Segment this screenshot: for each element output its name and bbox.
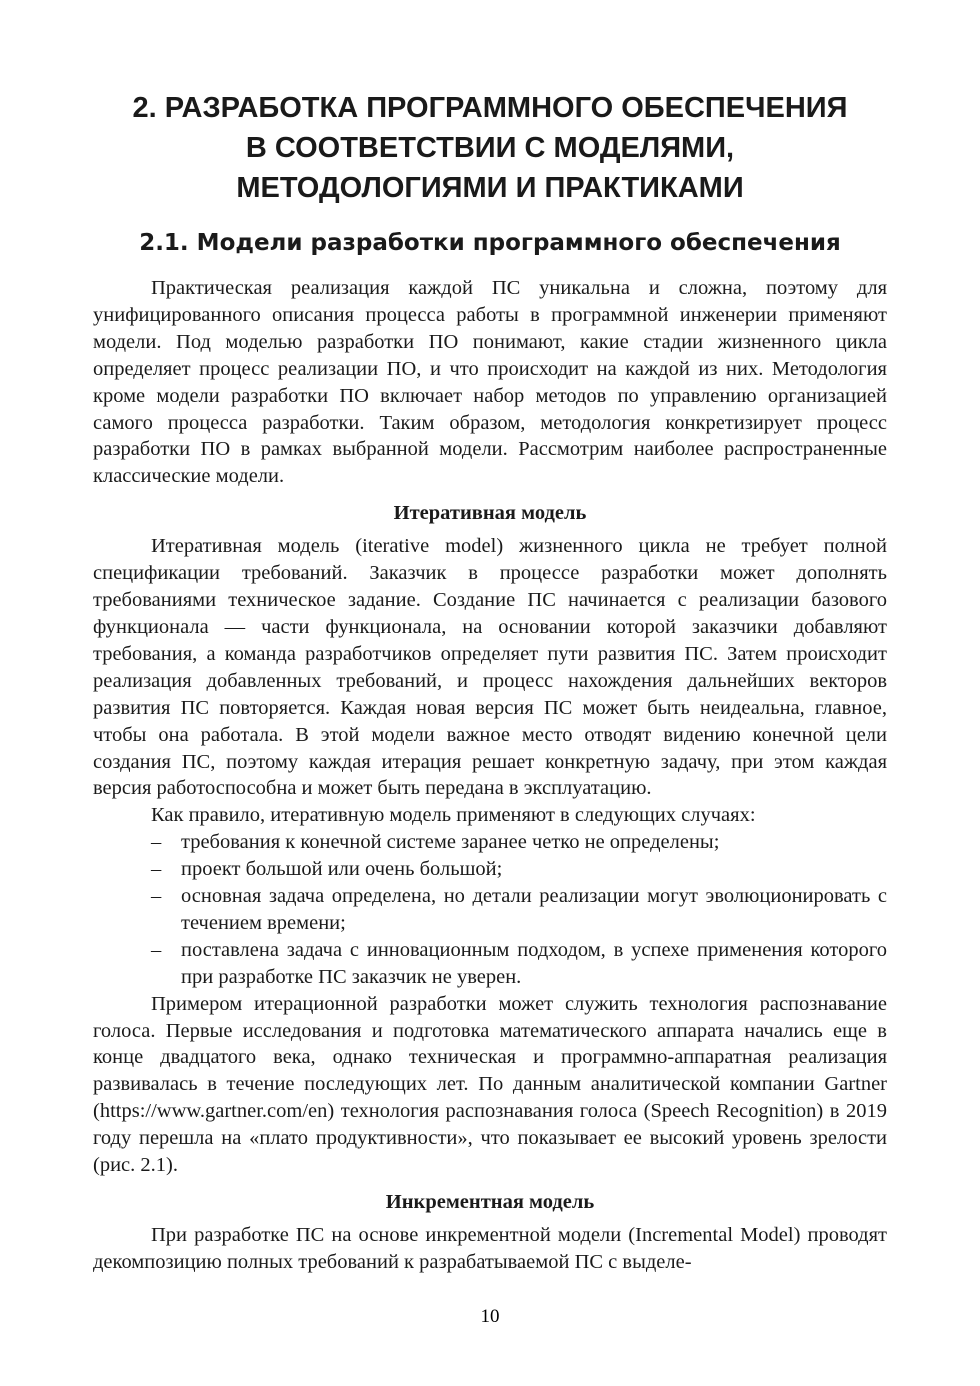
chapter-title-line-3: МЕТОДОЛОГИЯМИ И ПРАКТИКАМИ <box>236 172 744 204</box>
list-item: – поставлена задача с инновационным подходом, в успехе применения которого при разработке ПС заказчик не уверен. <box>93 937 887 991</box>
incremental-model-paragraph: При разработке ПС на основе инкрементной модели (Incremental Model) проводят декомпозицию полных требований к разрабатываемой ПС с выделе- <box>93 1224 887 1273</box>
iterative-model-paragraph: Итеративная модель (iterative model) жизненного цикла не требует полной спецификации требований. Заказчик в процессе разработки может дополнять требованиями техническое задание. Создание ПС начинается с реализации базового функционала — части функционала, на основании которой заказчики добавляют требования, а команда разработчиков определяет пути развития ПС. Затем происходит реализация добавленных требований, и процесс нахождения дальнейших векторов развития ПС повторяется. Каждая новая версия ПС может быть неидеальна, главное, чтобы она работала. В этой модели важное место отводят видению конечной цели создания ПС, поэтому каждая итерация решает конкретную задачу, при этом каждая версия работоспособна и может быть передана в эксплуатацию. <box>93 535 887 800</box>
incremental-model-heading: Инкрементная модель <box>385 1191 595 1213</box>
chapter-title-line-1: 2. РАЗРАБОТКА ПРОГРАММНОГО ОБЕСПЕЧЕНИЯ <box>132 92 848 124</box>
chapter-title-line-2: В СООТВЕТСТВИИ С МОДЕЛЯМИ, <box>245 132 735 164</box>
usage-cases-list <box>93 829 887 990</box>
section-title: 2.1. Модели разработки программного обеспечения <box>139 230 841 256</box>
chapter-title <box>93 88 887 208</box>
page-content <box>93 88 887 1276</box>
page-number: 10 <box>480 1306 500 1327</box>
iterative-model-heading: Итеративная модель <box>393 502 587 525</box>
usage-cases-intro: Как правило, итеративную модель применяют в следующих случаях: <box>151 804 756 827</box>
list-item: – основная задача определена, но детали реализации могут эволюционировать с течением времени; <box>93 883 887 937</box>
example-paragraph: Примером итерационной разработки может служить технология распознавание голоса. Первые исследования и подготовка математического аппарата начались еще в конце двадцатого века, однако техническая и программно-аппаратная реализация развивалась в течение последующих лет. По данным аналитической компании Gartner (https://www.gartner.com/en) технология распознавания голоса (Speech Recognition) в 2019 году перешла на «плато продуктивности», что показывает ее высокий уровень зрелости (рис. 2.1). <box>93 992 887 1177</box>
list-item: – проект большой или очень большой; <box>93 856 887 883</box>
intro-paragraph: Практическая реализация каждой ПС уникальна и сложна, поэтому для унифицированного описания процесса работы в программной инженерии применяют модели. Под моделью разработки ПО понимают, какие стадии жизненного цикла определяет процесс реализации ПО, и что происходит на каждой из них. Методология кроме модели разработки ПО включает набор методов по управлению организацией самого процесса разработки. Таким образом, методология конкретизирует процесс разработки ПО в рамках выбранной модели. Рассмотрим наиболее распространенные классические модели. <box>93 277 887 488</box>
list-item: – требования к конечной системе заранее четко не определены; <box>93 829 887 856</box>
